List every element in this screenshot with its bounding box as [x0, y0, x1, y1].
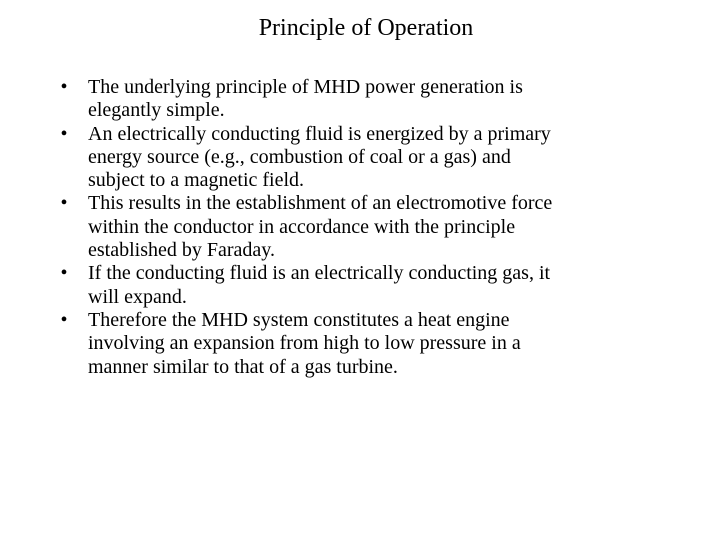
slide-title: Principle of Operation	[258, 15, 474, 41]
list-item	[54, 76, 674, 123]
list-item	[54, 123, 674, 193]
bullet-text: This results in the establishment of an electromotive force within the conductor in accordance with the principle established by Faraday.	[88, 192, 553, 262]
bullet-text: Therefore the MHD system constitutes a heat engine involving an expansion from high to low pressure in a manner similar to that of a gas turbine.	[88, 308, 521, 378]
list-item	[54, 262, 674, 309]
bullet-text: The underlying principle of MHD power generation is elegantly simple.	[88, 76, 523, 122]
bullet-text: An electrically conducting fluid is energized by a primary energy source (e.g., combustion of coal or a gas) and subject to a magnetic field.	[88, 122, 551, 192]
list-item	[54, 309, 674, 379]
list-item	[54, 192, 674, 262]
bullet-text: If the conducting fluid is an electrically conducting gas, it will expand.	[88, 262, 551, 308]
bullet-list	[54, 76, 674, 379]
bullet-icon: •	[60, 308, 68, 331]
bullet-icon: •	[60, 192, 68, 215]
bullet-icon: •	[60, 122, 68, 145]
bullet-icon: •	[60, 262, 68, 285]
bullet-icon: •	[60, 76, 68, 98]
